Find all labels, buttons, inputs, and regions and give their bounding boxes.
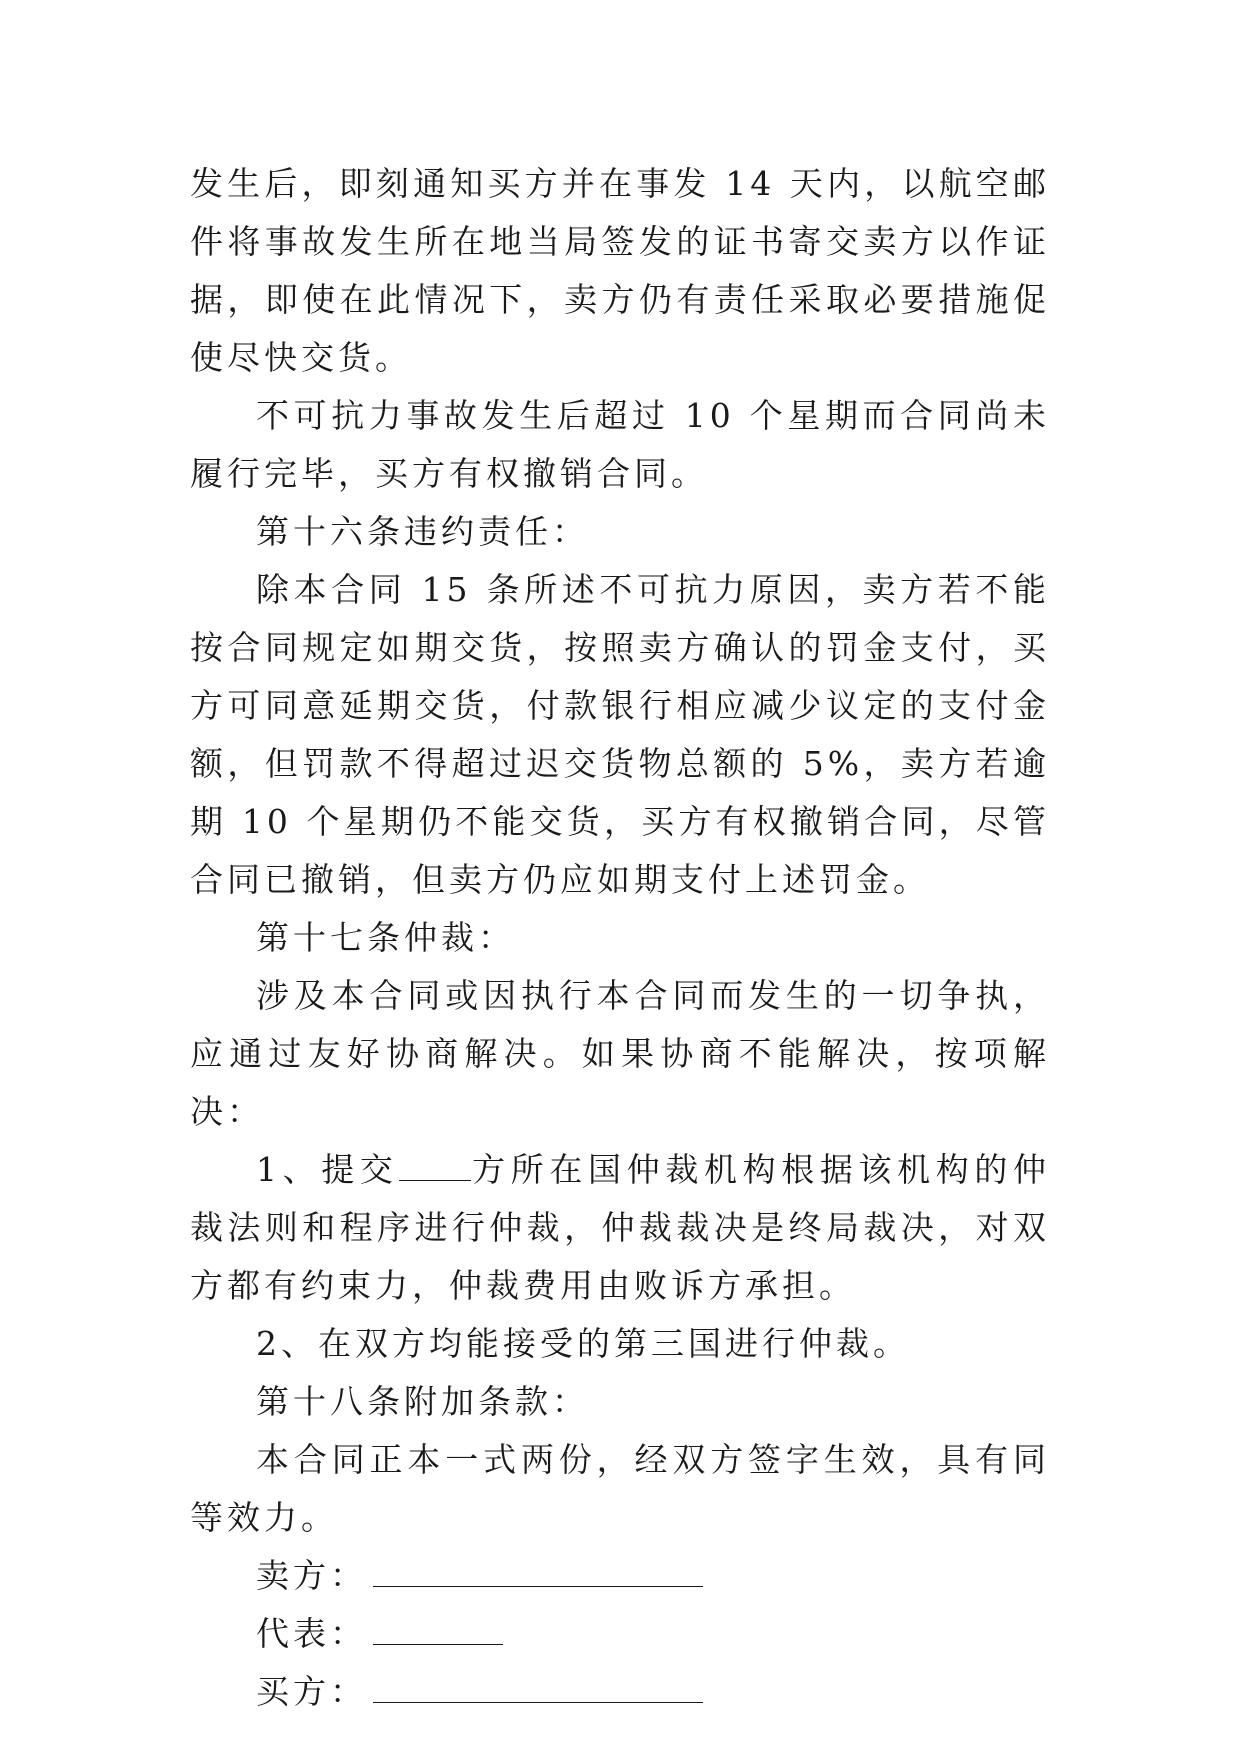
article-18-body: 本合同正本一式两份，经双方签字生效，具有同等效力。	[190, 1440, 1050, 1537]
article-17-item-1	[190, 1141, 1050, 1315]
representative-label: 代表：	[256, 1614, 367, 1653]
article-18-title: 第十八条附加条款：	[256, 1382, 589, 1421]
buyer-label: 买方：	[256, 1672, 367, 1711]
document-body	[190, 155, 1050, 1721]
article-17-item-1-prefix: 1、提交	[256, 1150, 399, 1189]
article-17-item-2: 2、在双方均能接受的第三国进行仲裁。	[256, 1324, 910, 1363]
seller-signature-line	[190, 1547, 1050, 1605]
seller-label: 卖方：	[256, 1556, 367, 1595]
article-16-title: 第十六条违约责任：	[256, 512, 589, 551]
article-17-title: 第十七条仲裁：	[256, 918, 515, 957]
article-17-item-1-suffix: 方所在国仲裁机构根据该机构的仲裁法则和程序进行仲裁，仲裁裁决是终局裁决，对双方都有约束力，仲裁费用由败诉方承担。	[190, 1150, 1051, 1305]
seller-blank	[373, 1556, 703, 1587]
paragraph-force-majeure-notice: 发生后，即刻通知买方并在事发 14 天内，以航空邮件将事故发生所在地当局签发的证书寄交卖方以作证据，即使在此情况下，卖方仍有责任采取必要措施促使尽快交货。	[190, 164, 1050, 377]
article-17-body: 涉及本合同或因执行本合同而发生的一切争执，应通过友好协商解决。如果协商不能解决，按项解决：	[190, 976, 1050, 1131]
representative-blank	[373, 1614, 503, 1645]
arbitration-party-blank	[399, 1152, 471, 1181]
representative-signature-line	[190, 1605, 1050, 1663]
paragraph-contract-cancellation: 不可抗力事故发生后超过 10 个星期而合同尚未履行完毕，买方有权撤销合同。	[190, 396, 1050, 493]
buyer-signature-line	[190, 1663, 1050, 1721]
article-16-body: 除本合同 15 条所述不可抗力原因，卖方若不能按合同规定如期交货，按照卖方确认的罚金支付，买方可同意延期交货，付款银行相应减少议定的支付金额，但罚款不得超过迟交货物总额的 5%，卖方若逾期 10 个星期仍不能交货，买方有权撤销合同，尽管合同已撤销，但卖方仍应如期支付上述罚金。	[190, 570, 1050, 899]
buyer-blank	[373, 1672, 703, 1703]
